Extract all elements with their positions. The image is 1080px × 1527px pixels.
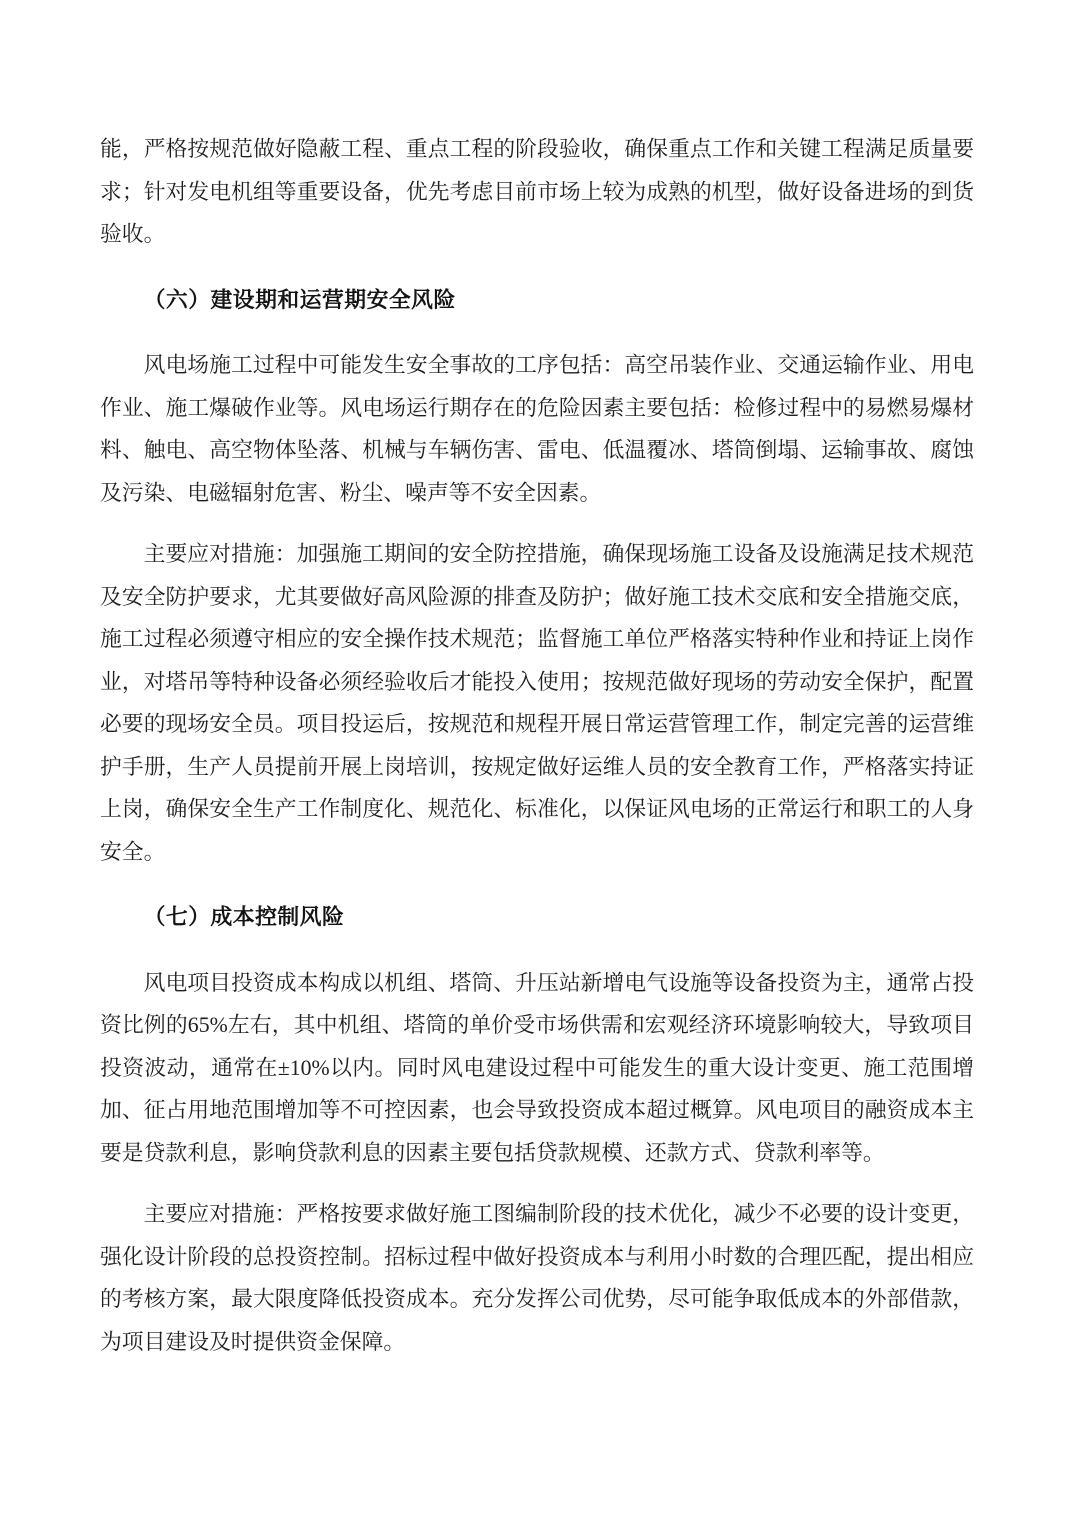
paragraph-safety-countermeasures: 主要应对措施：加强施工期间的安全防控措施，确保现场施工设备及设施满足技术规范及安全防护要求，尤其要做好高风险源的排查及防护；做好施工技术交底和安全措施交底，施工过程必须遵守相应的安全操作技术规范；监督施工单位严格落实特种作业和持证上岗作业，对塔吊等特种设备必须经验收后才能投入使用；按规范做好现场的劳动安全保护，配置必要的现场安全员。项目投运后，按规范和规程开展日常运营管理工作，制定完善的运营维护手册，生产人员提前开展上岗培训，按规定做好运维人员的安全教育工作，严格落实持证上岗，确保安全生产工作制度化、规范化、标准化，以保证风电场的正常运行和职工的人身安全。 — [100, 542, 974, 864]
paragraph-safety-hazard-factors: 风电场施工过程中可能发生安全事故的工序包括：高空吊装作业、交通运输作业、用电作业、施工爆破作业等。风电场运行期存在的危险因素主要包括：检修过程中的易燃易爆材料、触电、高空物体坠落、机械与车辆伤害、雷电、低温覆冰、塔筒倒塌、运输事故、腐蚀及污染、电磁辐射危害、粉尘、噪声等不安全因素。 — [100, 353, 974, 505]
heading-section-7-cost-control-risk: （七）成本控制风险 — [143, 905, 345, 929]
paragraph-quality-acceptance-continuation: 能，严格按规范做好隐蔽工程、重点工程的阶段验收，确保重点工作和关键工程满足质量要求；针对发电机组等重要设备，优先考虑目前市场上较为成熟的机型，做好设备进场的到货验收。 — [100, 137, 974, 246]
paragraph-cost-countermeasures: 主要应对措施：严格按要求做好施工图编制阶段的技术优化，减少不必要的设计变更，强化设计阶段的总投资控制。招标过程中做好投资成本与利用小时数的合理匹配，提出相应的考核方案，最大限度降低投资成本。充分发挥公司优势，尽可能争取低成本的外部借款，为项目建设及时提供资金保障。 — [100, 1202, 974, 1354]
heading-section-6-construction-operation-safety-risk: （六）建设期和运营期安全风险 — [143, 287, 456, 312]
paragraph-cost-composition-risk: 风电项目投资成本构成以机组、塔筒、升压站新增电气设施等设备投资为主，通常占投资比例的65%左右，其中机组、塔筒的单价受市场供需和宏观经济环境影响较大，导致项目投资波动，通常在±10%以内。同时风电建设过程中可能发生的重大设计变更、施工范围增加、征占用地范围增加等不可控因素，也会导致投资成本超过概算。风电项目的融资成本主要是贷款利息，影响贷款利息的因素主要包括贷款规模、还款方式、贷款利率等。 — [100, 970, 974, 1165]
